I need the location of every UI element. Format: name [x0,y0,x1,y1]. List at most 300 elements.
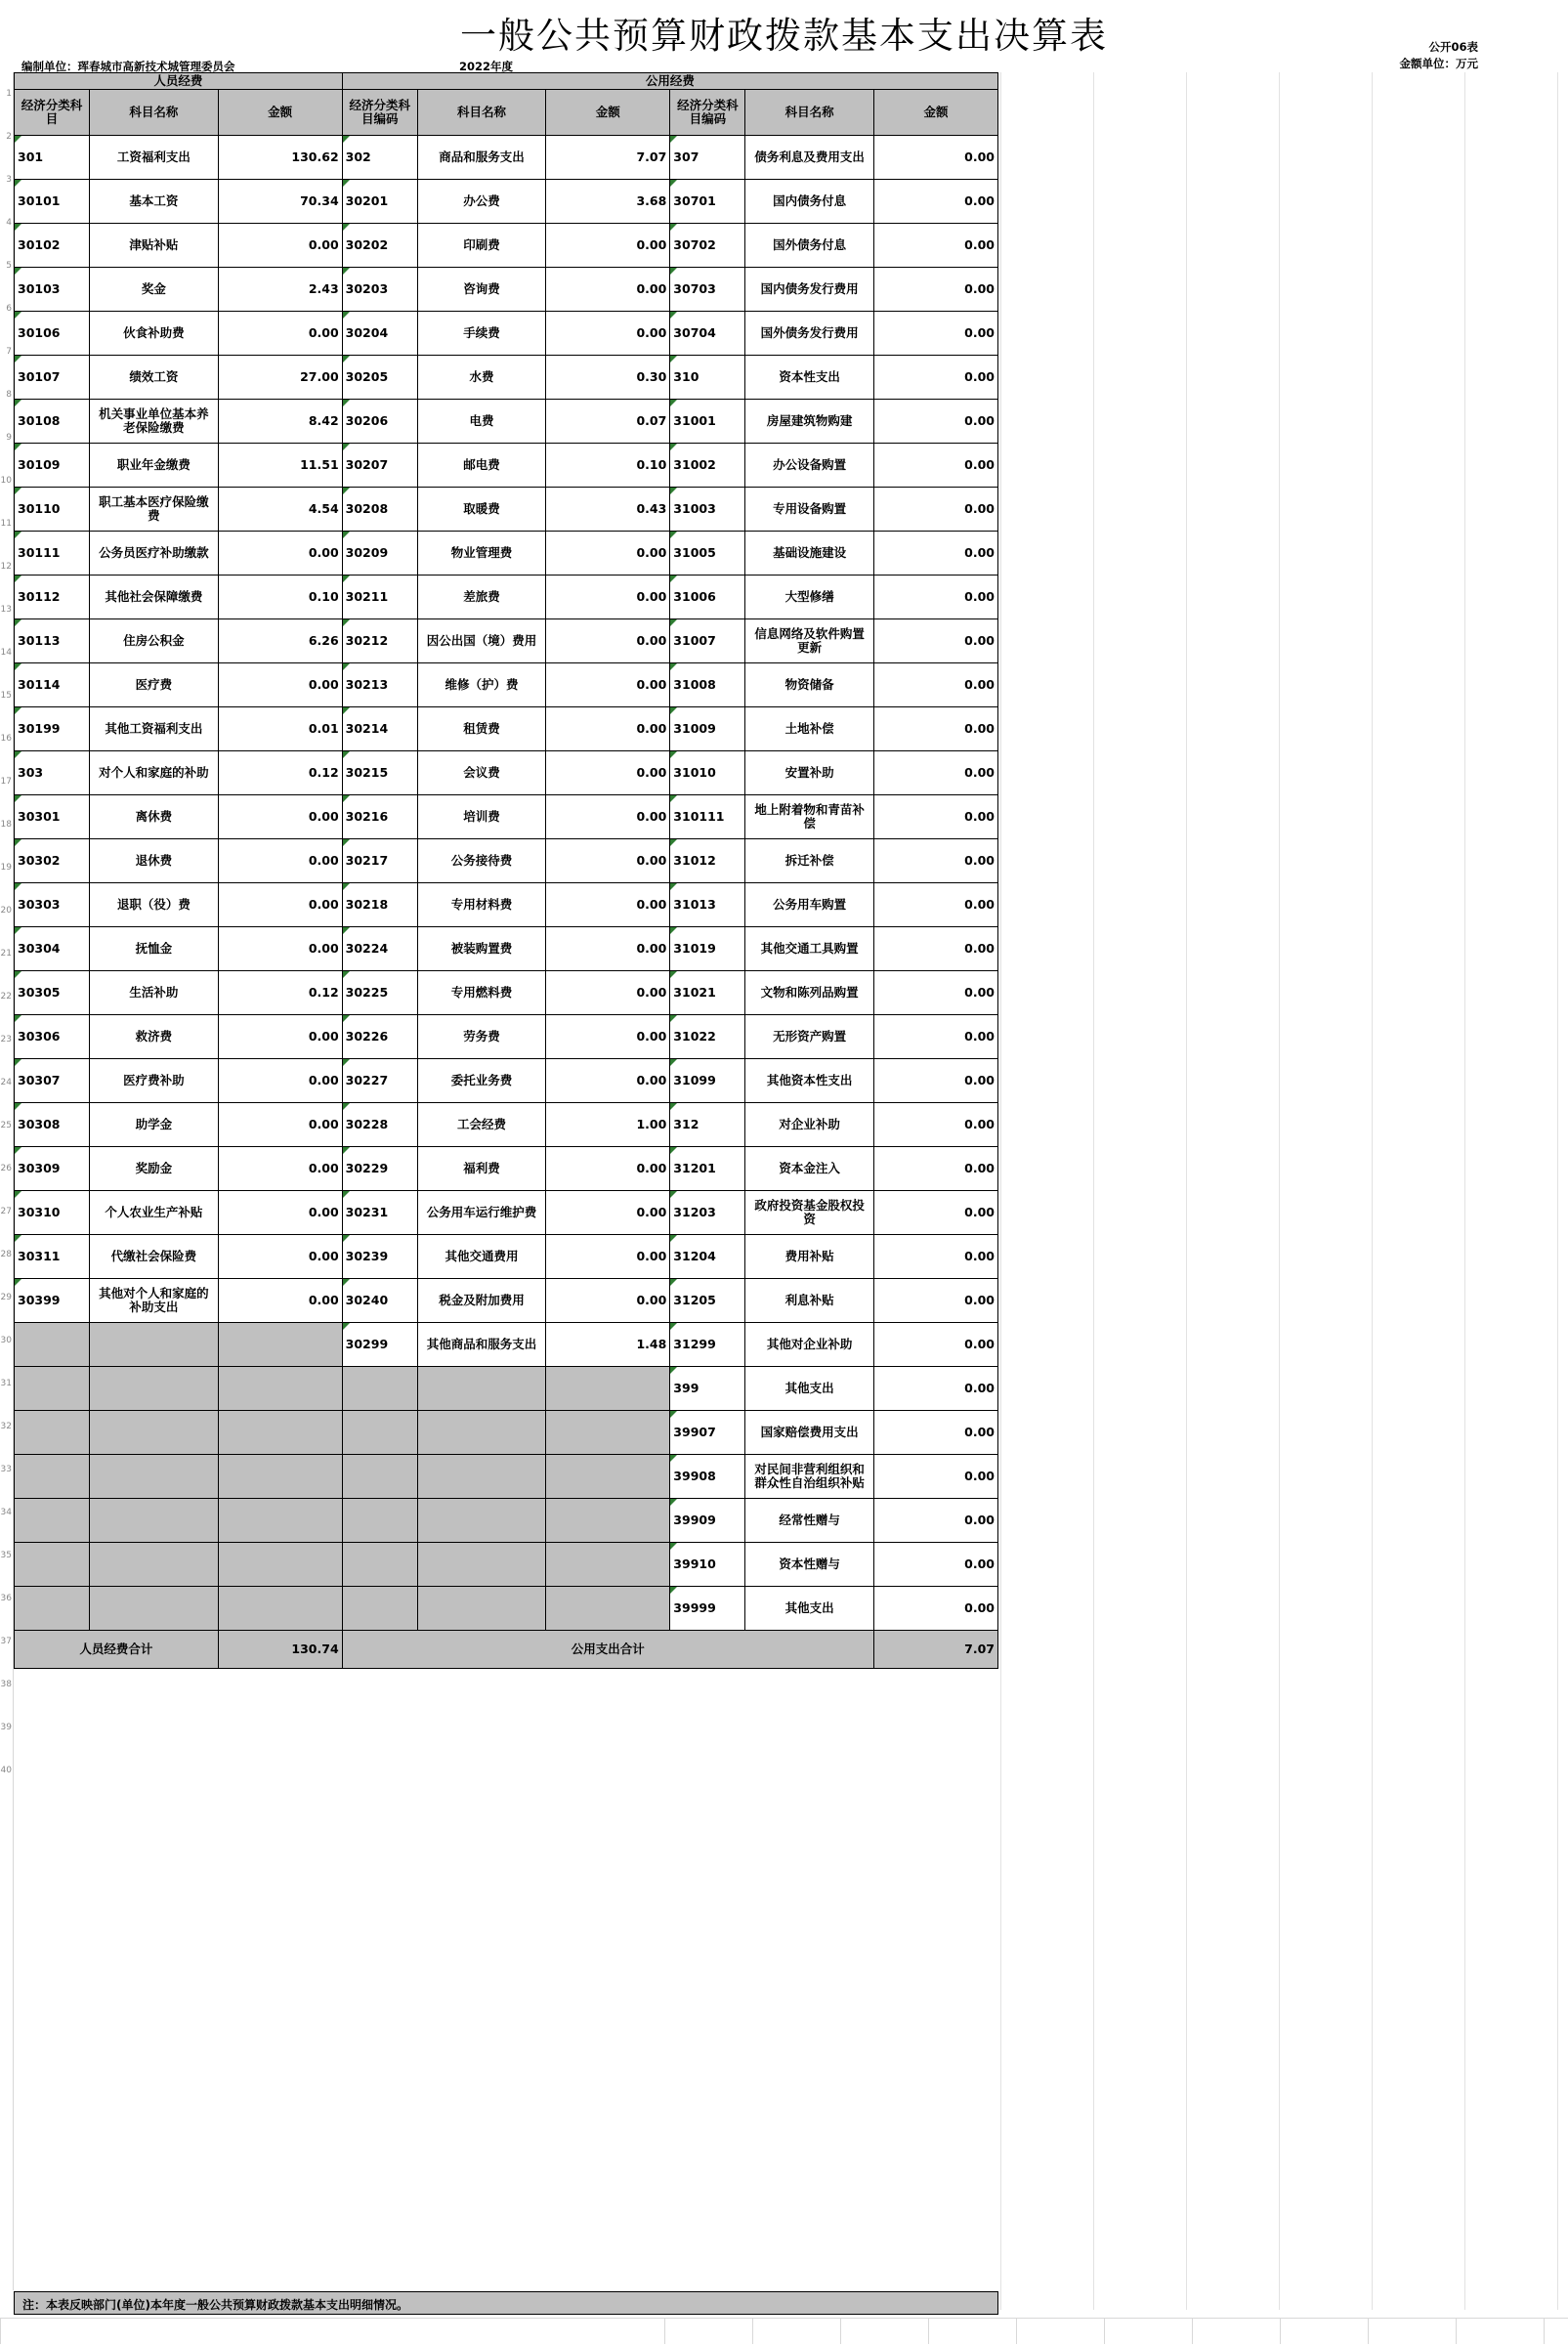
cell-code-1: 301 [15,136,90,180]
cell-code-1: 30106 [15,312,90,356]
cell-amount-3: 0.00 [873,1367,997,1411]
row-number: 38 [0,1680,12,1689]
cell-code-3: 31003 [670,488,745,532]
cell-amount-3: 0.00 [873,1279,997,1323]
row-number: 30 [0,1336,12,1345]
cell-amount-2: 0.00 [546,927,670,971]
cell-code-1 [15,1455,90,1499]
cell-name-1: 医疗费 [90,663,219,707]
cell-amount-3: 0.00 [873,356,997,400]
cell-code-3: 31019 [670,927,745,971]
cell-amount-3: 0.00 [873,1323,997,1367]
cell-amount-1: 27.00 [218,356,342,400]
cell-name-3: 资本性赠与 [745,1543,874,1587]
row-number: 9 [6,433,12,443]
column-header-5: 金额 [546,90,670,136]
cell-name-2: 其他商品和服务支出 [417,1323,546,1367]
cell-amount-1: 0.00 [218,663,342,707]
cell-amount-2: 3.68 [546,180,670,224]
cell-name-3: 安置补助 [745,751,874,795]
cell-amount-2: 0.00 [546,971,670,1015]
cell-code-2: 30218 [342,883,417,927]
cell-code-3: 31205 [670,1279,745,1323]
cell-code-3: 31008 [670,663,745,707]
cell-amount-3: 0.00 [873,488,997,532]
cell-name-3: 国外债务发行费用 [745,312,874,356]
cell-code-2: 30209 [342,532,417,576]
grid-line [1456,2319,1457,2344]
cell-name-1: 职业年金缴费 [90,444,219,488]
cell-amount-2: 0.00 [546,224,670,268]
cell-name-3: 对企业补助 [745,1103,874,1147]
group-header-personnel: 人员经费 [15,73,343,90]
row-number: 37 [0,1637,12,1646]
cell-code-3: 31007 [670,619,745,663]
table-row [15,971,998,1015]
grid-line [1192,2319,1193,2344]
column-header-8: 金额 [873,90,997,136]
cell-amount-1: 0.00 [218,1015,342,1059]
cell-amount-3: 0.00 [873,839,997,883]
row-number: 19 [0,863,12,873]
row-number: 4 [6,218,12,228]
cell-name-2: 被装购置费 [417,927,546,971]
grid-line [1016,2319,1017,2344]
cell-code-1: 30113 [15,619,90,663]
cell-code-3: 30702 [670,224,745,268]
cell-code-3: 31022 [670,1015,745,1059]
cell-name-2: 专用燃料费 [417,971,546,1015]
cell-amount-2 [546,1411,670,1455]
cell-name-3: 专用设备购置 [745,488,874,532]
row-number: 8 [6,390,12,400]
table-row [15,707,998,751]
cell-name-2: 办公费 [417,180,546,224]
row-number: 35 [0,1551,12,1560]
cell-amount-3: 0.00 [873,1499,997,1543]
cell-code-3: 39909 [670,1499,745,1543]
cell-name-1: 退职（役）费 [90,883,219,927]
cell-name-1: 其他工资福利支出 [90,707,219,751]
cell-amount-3: 0.00 [873,532,997,576]
cell-amount-1: 70.34 [218,180,342,224]
grid-line [1557,72,1558,2310]
cell-name-3: 土地补偿 [745,707,874,751]
cell-code-1: 30307 [15,1059,90,1103]
cell-code-2: 30225 [342,971,417,1015]
row-number: 28 [0,1250,12,1259]
cell-code-3: 30701 [670,180,745,224]
cell-amount-1: 0.12 [218,971,342,1015]
cell-name-3: 基础设施建设 [745,532,874,576]
cell-name-2: 委托业务费 [417,1059,546,1103]
cell-code-1: 30306 [15,1015,90,1059]
cell-code-3: 310 [670,356,745,400]
cell-code-2: 30239 [342,1235,417,1279]
cell-name-2: 其他交通费用 [417,1235,546,1279]
grid-line [1544,2319,1545,2344]
grid-line [752,2319,753,2344]
cell-amount-3: 0.00 [873,619,997,663]
grid-line [664,2319,665,2344]
cell-amount-3: 0.00 [873,1191,997,1235]
row-number: 39 [0,1723,12,1732]
row-number: 32 [0,1422,12,1431]
grid-line [1464,72,1465,2310]
compiling-unit-label: 编制单位：珲春城市高新技术城管理委员会 [21,60,235,73]
cell-name-1 [90,1367,219,1411]
cell-name-1 [90,1411,219,1455]
column-header-6: 经济分类科目编码 [670,90,745,136]
cell-name-1: 对个人和家庭的补助 [90,751,219,795]
cell-code-1: 30399 [15,1279,90,1323]
cell-amount-1: 0.01 [218,707,342,751]
cell-code-3: 31013 [670,883,745,927]
cell-amount-2: 0.00 [546,1191,670,1235]
table-row [15,1587,998,1631]
cell-code-1: 30303 [15,883,90,927]
cell-amount-3: 0.00 [873,1103,997,1147]
table-row [15,795,998,839]
cell-amount-3: 0.00 [873,1411,997,1455]
cell-amount-3: 0.00 [873,1543,997,1587]
cell-amount-1: 0.00 [218,224,342,268]
cell-amount-3: 0.00 [873,268,997,312]
table-row [15,136,998,180]
cell-code-3: 31204 [670,1235,745,1279]
public-total-amount: 7.07 [873,1631,997,1669]
cell-name-3: 国外债务付息 [745,224,874,268]
row-number: 13 [0,605,12,615]
table-row [15,356,998,400]
cell-name-1: 绩效工资 [90,356,219,400]
cell-amount-1: 0.00 [218,839,342,883]
cell-name-2: 租赁费 [417,707,546,751]
cell-amount-3: 0.00 [873,971,997,1015]
column-header-4: 科目名称 [417,90,546,136]
grid-line [1372,72,1373,2310]
cell-amount-1: 0.00 [218,312,342,356]
cell-name-3: 办公设备购置 [745,444,874,488]
row-number: 16 [0,734,12,744]
cell-amount-1: 11.51 [218,444,342,488]
cell-code-2: 30206 [342,400,417,444]
cell-name-1: 退休费 [90,839,219,883]
cell-name-2: 印刷费 [417,224,546,268]
table-row [15,1191,998,1235]
cell-code-1 [15,1411,90,1455]
cell-amount-3: 0.00 [873,1059,997,1103]
cell-amount-2: 0.00 [546,619,670,663]
cell-amount-1: 0.00 [218,1059,342,1103]
column-header-2: 金额 [218,90,342,136]
cell-amount-3: 0.00 [873,180,997,224]
cell-name-2: 因公出国（境）费用 [417,619,546,663]
cell-name-1: 生活补助 [90,971,219,1015]
group-header-public: 公用经费 [342,73,997,90]
cell-name-2: 工会经费 [417,1103,546,1147]
cell-name-1: 公务员医疗补助缴款 [90,532,219,576]
row-number: 14 [0,648,12,658]
cell-name-1: 奖金 [90,268,219,312]
column-header-3: 经济分类科目编码 [342,90,417,136]
table-row [15,268,998,312]
row-number: 10 [0,476,12,486]
cell-name-3: 国内债务发行费用 [745,268,874,312]
cell-name-3: 经常性赠与 [745,1499,874,1543]
grid-line [1000,72,1001,2310]
table-row [15,224,998,268]
cell-code-1: 30109 [15,444,90,488]
cell-amount-1 [218,1323,342,1367]
table-row [15,1015,998,1059]
cell-name-3: 其他交通工具购置 [745,927,874,971]
cell-code-3: 31099 [670,1059,745,1103]
cell-code-1: 30199 [15,707,90,751]
cell-amount-1 [218,1499,342,1543]
cell-code-1: 30305 [15,971,90,1015]
cell-name-1: 机关事业单位基本养老保险缴费 [90,400,219,444]
cell-amount-2 [546,1543,670,1587]
cell-name-2: 劳务费 [417,1015,546,1059]
cell-amount-3: 0.00 [873,576,997,619]
cell-name-3: 物资储备 [745,663,874,707]
row-number: 22 [0,992,12,1002]
grid-line [1186,72,1187,2310]
cell-amount-2 [546,1367,670,1411]
cell-code-3: 31021 [670,971,745,1015]
table-row [15,751,998,795]
row-number: 6 [6,304,12,314]
cell-amount-3: 0.00 [873,1455,997,1499]
form-number-label: 公开06表 [1428,40,1478,54]
row-number: 17 [0,777,12,787]
table-row [15,444,998,488]
cell-name-2: 电费 [417,400,546,444]
row-number: 26 [0,1164,12,1173]
cell-code-3: 30704 [670,312,745,356]
table-row [15,619,998,663]
cell-name-2 [417,1499,546,1543]
cell-name-2: 物业管理费 [417,532,546,576]
cell-name-1: 医疗费补助 [90,1059,219,1103]
row-number: 3 [6,175,12,185]
cell-name-3: 大型修缮 [745,576,874,619]
row-number: 2 [6,132,12,142]
cell-amount-2: 1.00 [546,1103,670,1147]
cell-code-1: 30110 [15,488,90,532]
row-number: 33 [0,1465,12,1474]
cell-name-3: 国家赔偿费用支出 [745,1411,874,1455]
table-row [15,1323,998,1367]
cell-name-1: 其他对个人和家庭的补助支出 [90,1279,219,1323]
cell-amount-2: 0.00 [546,312,670,356]
cell-name-1: 救济费 [90,1015,219,1059]
table-row [15,1103,998,1147]
grid-line [1368,2319,1369,2344]
cell-name-1: 津贴补贴 [90,224,219,268]
cell-amount-3: 0.00 [873,1235,997,1279]
cell-code-3: 31203 [670,1191,745,1235]
cell-name-3: 其他支出 [745,1587,874,1631]
cell-amount-1: 0.00 [218,1191,342,1235]
cell-name-3: 资本金注入 [745,1147,874,1191]
cell-amount-3: 0.00 [873,751,997,795]
cell-amount-2 [546,1587,670,1631]
cell-name-1: 代缴社会保险费 [90,1235,219,1279]
cell-code-3: 31201 [670,1147,745,1191]
cell-name-2: 水费 [417,356,546,400]
cell-code-1 [15,1499,90,1543]
cell-code-2 [342,1587,417,1631]
cell-name-2: 公务接待费 [417,839,546,883]
table-footnote: 注：本表反映部门(单位)本年度一般公共预算财政拨款基本支出明细情况。 [14,2291,998,2315]
cell-name-3: 国内债务付息 [745,180,874,224]
cell-name-2: 手续费 [417,312,546,356]
cell-name-2: 税金及附加费用 [417,1279,546,1323]
cell-code-1: 30308 [15,1103,90,1147]
cell-code-3: 39910 [670,1543,745,1587]
cell-code-1 [15,1587,90,1631]
cell-name-2: 公务用车运行维护费 [417,1191,546,1235]
cell-code-3: 31002 [670,444,745,488]
cell-amount-2 [546,1499,670,1543]
cell-amount-3: 0.00 [873,883,997,927]
cell-amount-3: 0.00 [873,927,997,971]
row-number: 12 [0,562,12,572]
cell-code-3: 307 [670,136,745,180]
row-number: 27 [0,1207,12,1216]
cell-name-1 [90,1323,219,1367]
cell-amount-2: 0.00 [546,751,670,795]
cell-code-2: 30203 [342,268,417,312]
cell-code-1: 30107 [15,356,90,400]
cell-amount-1: 0.00 [218,532,342,576]
cell-name-2: 邮电费 [417,444,546,488]
cell-amount-1: 8.42 [218,400,342,444]
cell-code-2: 30213 [342,663,417,707]
cell-code-2: 302 [342,136,417,180]
row-number: 7 [6,347,12,357]
cell-code-1: 30108 [15,400,90,444]
cell-amount-2: 0.00 [546,883,670,927]
cell-name-2 [417,1455,546,1499]
cell-amount-2: 0.00 [546,1147,670,1191]
cell-name-2: 专用材料费 [417,883,546,927]
grid-line [1093,72,1094,2310]
row-number: 20 [0,906,12,916]
cell-code-3: 31006 [670,576,745,619]
cell-name-3: 其他支出 [745,1367,874,1411]
cell-name-1: 工资福利支出 [90,136,219,180]
table-row [15,532,998,576]
cell-name-1 [90,1499,219,1543]
cell-name-3: 房屋建筑物购建 [745,400,874,444]
cell-name-2: 差旅费 [417,576,546,619]
cell-code-2: 30231 [342,1191,417,1235]
cell-code-2: 30299 [342,1323,417,1367]
cell-amount-2: 0.10 [546,444,670,488]
cell-code-1 [15,1367,90,1411]
cell-code-2: 30205 [342,356,417,400]
table-row [15,663,998,707]
cell-code-1: 30112 [15,576,90,619]
cell-code-1: 303 [15,751,90,795]
cell-name-3: 其他对企业补助 [745,1323,874,1367]
personnel-total-amount: 130.74 [218,1631,342,1669]
cell-code-2: 30227 [342,1059,417,1103]
row-number: 36 [0,1594,12,1603]
grid-line [1104,2319,1105,2344]
cell-name-1 [90,1455,219,1499]
cell-name-3: 地上附着物和青苗补偿 [745,795,874,839]
cell-amount-1: 0.12 [218,751,342,795]
table-row [15,927,998,971]
row-number: 21 [0,949,12,959]
table-row [15,180,998,224]
table-row [15,1279,998,1323]
cell-code-3: 39907 [670,1411,745,1455]
cell-amount-2: 0.43 [546,488,670,532]
row-number: 25 [0,1121,12,1130]
cell-code-2: 30240 [342,1279,417,1323]
cell-name-3: 其他资本性支出 [745,1059,874,1103]
cell-code-2: 30208 [342,488,417,532]
cell-code-2 [342,1499,417,1543]
cell-code-3: 31010 [670,751,745,795]
cell-code-2: 30207 [342,444,417,488]
cell-amount-3: 0.00 [873,1147,997,1191]
cell-name-3: 资本性支出 [745,356,874,400]
row-number-gutter [0,72,14,2290]
cell-code-3: 312 [670,1103,745,1147]
column-header-0: 经济分类科目 [15,90,90,136]
cell-code-3: 310111 [670,795,745,839]
cell-amount-1: 0.00 [218,927,342,971]
cell-code-2: 30202 [342,224,417,268]
cell-code-2: 30217 [342,839,417,883]
cell-amount-1 [218,1367,342,1411]
cell-name-1: 其他社会保障缴费 [90,576,219,619]
cell-name-2 [417,1587,546,1631]
cell-amount-2: 0.00 [546,1235,670,1279]
cell-amount-1: 130.62 [218,136,342,180]
cell-name-1: 助学金 [90,1103,219,1147]
cell-code-1: 30102 [15,224,90,268]
cell-name-3: 拆迁补偿 [745,839,874,883]
table-row [15,1367,998,1411]
cell-name-2: 维修（护）费 [417,663,546,707]
cell-amount-3: 0.00 [873,444,997,488]
cell-name-2: 培训费 [417,795,546,839]
cell-amount-1: 6.26 [218,619,342,663]
cell-amount-1: 0.00 [218,1235,342,1279]
cell-code-1: 30111 [15,532,90,576]
cell-amount-2: 0.00 [546,1015,670,1059]
table-row [15,1499,998,1543]
cell-amount-2: 0.00 [546,1059,670,1103]
cell-amount-3: 0.00 [873,795,997,839]
row-number: 23 [0,1035,12,1045]
amount-unit-label: 金额单位：万元 [1399,57,1478,70]
cell-amount-2: 0.00 [546,1279,670,1323]
cell-amount-1: 0.00 [218,1279,342,1323]
cell-amount-2: 0.00 [546,663,670,707]
cell-name-2 [417,1411,546,1455]
cell-amount-1: 0.00 [218,795,342,839]
cell-code-2: 30211 [342,576,417,619]
cell-name-1: 个人农业生产补贴 [90,1191,219,1235]
